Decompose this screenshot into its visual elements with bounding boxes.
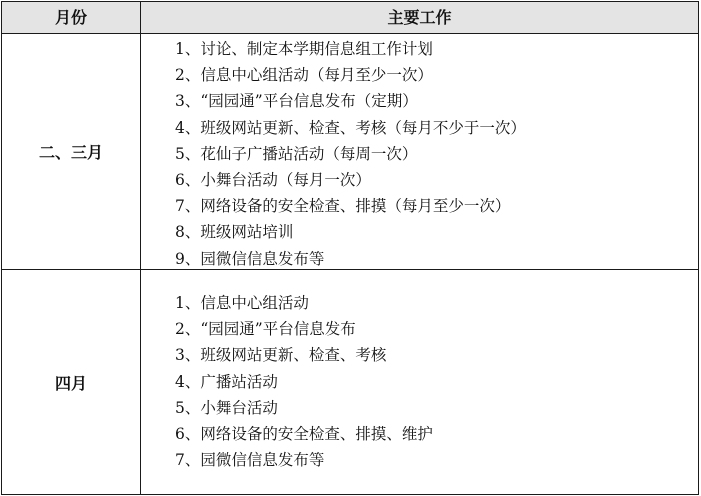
task-list xyxy=(175,290,433,473)
task-item: 4、广播站活动 xyxy=(175,372,278,391)
table-header-row xyxy=(2,2,698,34)
task-item: 5、花仙子广播站活动（每周一次） xyxy=(175,144,418,163)
header-main-work: 主要工作 xyxy=(387,8,452,27)
table-row xyxy=(2,34,698,270)
task-item: 6、小舞台活动（每月一次） xyxy=(175,170,371,189)
task-item: 4、班级网站更新、检查、考核（每月不少于一次） xyxy=(175,118,526,137)
table-row xyxy=(2,270,698,494)
month-cell: 四月 xyxy=(54,373,87,393)
task-item: 2、信息中心组活动（每月至少一次） xyxy=(175,66,433,85)
month-cell: 二、三月 xyxy=(38,143,103,162)
task-item: 3、“园园通”平台信息发布（定期） xyxy=(175,92,418,111)
work-plan-table xyxy=(1,1,699,495)
task-item: 2、“园园通”平台信息发布 xyxy=(175,320,356,339)
task-item: 7、网络设备的安全检查、排摸（每月至少一次） xyxy=(175,197,511,216)
task-item: 6、网络设备的安全检查、排摸、维护 xyxy=(175,424,433,443)
task-item: 7、园微信信息发布等 xyxy=(175,451,325,470)
task-item: 8、班级网站培训 xyxy=(175,223,294,242)
task-item: 1、讨论、制定本学期信息组工作计划 xyxy=(175,40,433,58)
header-month: 月份 xyxy=(54,8,87,27)
task-item: 3、班级网站更新、检查、考核 xyxy=(175,346,387,365)
task-item: 1、信息中心组活动 xyxy=(175,294,309,312)
column-divider xyxy=(140,2,141,494)
task-item: 9、园微信信息发布等 xyxy=(175,249,325,268)
task-item: 5、小舞台活动 xyxy=(175,398,278,417)
task-list xyxy=(175,36,526,272)
